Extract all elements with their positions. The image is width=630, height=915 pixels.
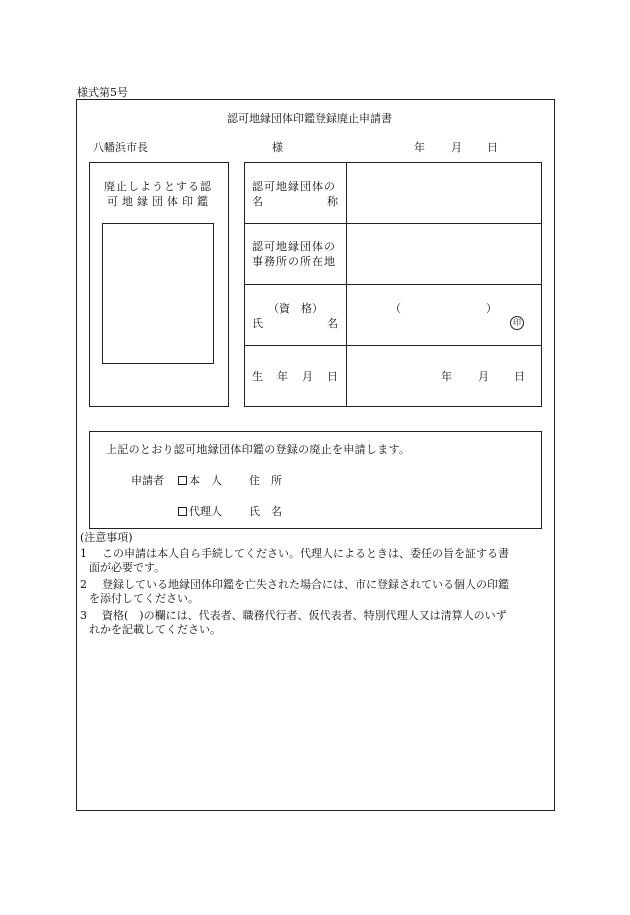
birth-month-label: 月 (478, 370, 489, 383)
seal-mark-icon: 印 (510, 316, 524, 330)
birth-label-nen: 年 (277, 370, 288, 383)
person-name-field[interactable] (360, 318, 500, 334)
note-1-line1: この申請は本人自ら手続してください。代理人によるときは、委任の旨を証する書 (102, 547, 509, 560)
qualification-label: （資 格） (268, 302, 323, 315)
applicant-name-field[interactable] (290, 501, 530, 519)
group-name-label-line1: 認可地縁団体の (252, 180, 336, 193)
note-1-line2: 面が必要です。 (89, 561, 166, 574)
person-name-label (252, 317, 338, 330)
self-checkbox[interactable] (178, 476, 187, 485)
note-2-number: 2 (80, 578, 87, 591)
note-2-line1: 登録している地縁団体印鑑を亡失された場合には、市に登録されている個人の印鑑 (102, 578, 509, 591)
birth-day-label: 日 (514, 370, 525, 383)
note-3-line2: れかを記載してください。 (89, 623, 221, 636)
birth-date-field[interactable] (360, 364, 530, 388)
office-address-field[interactable] (348, 225, 540, 283)
self-label: 本 人 (189, 474, 222, 487)
birth-date-label (252, 370, 338, 383)
date-day-label: 日 (487, 141, 498, 154)
note-3-line1: 資格( )の欄には、代表者、職務代行者、仮代表者、特別代理人又は清算人のいず (102, 609, 507, 622)
agent-option[interactable] (178, 505, 222, 518)
seal-panel-label-line2: 可地縁団体印鑑 (107, 195, 212, 208)
notes-heading: (注意事項) (80, 531, 133, 544)
birth-year-label: 年 (441, 370, 452, 383)
self-option[interactable] (178, 474, 222, 487)
person-name-label-shi: 氏 (252, 317, 263, 330)
applicant-label: 申請者 (131, 474, 164, 487)
agent-checkbox[interactable] (178, 507, 187, 516)
office-address-label-line2: 事務所の所在地 (252, 255, 336, 268)
group-name-label-na: 名 (252, 195, 263, 208)
table-row-divider-2 (244, 284, 542, 285)
table-row-divider-1 (244, 223, 542, 224)
declaration-text: 上記のとおり認可地縁団体印鑑の登録の廃止を申請します。 (106, 443, 411, 456)
table-row-divider-3 (244, 345, 542, 346)
applicant-address-label: 住 所 (249, 474, 282, 487)
honorific: 様 (272, 141, 283, 154)
group-name-field[interactable] (348, 164, 540, 222)
applicant-address-field[interactable] (290, 470, 530, 488)
form-number: 様式第5号 (77, 86, 128, 99)
note-1-number: 1 (80, 547, 87, 560)
applicant-name-label: 氏 名 (249, 505, 282, 518)
birth-label-gatsu: 月 (302, 370, 313, 383)
birth-label-sei: 生 (252, 370, 263, 383)
note-2-line2: を添付してください。 (89, 592, 199, 605)
office-address-label-line1: 認可地縁団体の (252, 240, 336, 253)
seal-impression-box[interactable] (102, 223, 214, 364)
group-name-label-line2 (252, 195, 338, 208)
date-year-label: 年 (414, 141, 425, 154)
date-month-label: 月 (451, 141, 462, 154)
qualification-paren-open: （ (390, 302, 401, 315)
seal-panel-label-text: 廃止しようとする認 (104, 180, 212, 193)
qualification-paren-close: ） (486, 302, 497, 315)
note-3-number: 3 (80, 609, 87, 622)
agent-label: 代理人 (189, 505, 222, 518)
person-name-label-mei: 名 (327, 317, 338, 330)
seal-panel-label-line1 (104, 180, 212, 193)
birth-label-nichi: 日 (327, 370, 338, 383)
addressee: 八幡浜市長 (93, 141, 148, 154)
qualification-field[interactable] (400, 300, 484, 316)
group-name-label-sho: 称 (327, 195, 338, 208)
form-title: 認可地縁団体印鑑登録廃止申請書 (227, 112, 392, 125)
